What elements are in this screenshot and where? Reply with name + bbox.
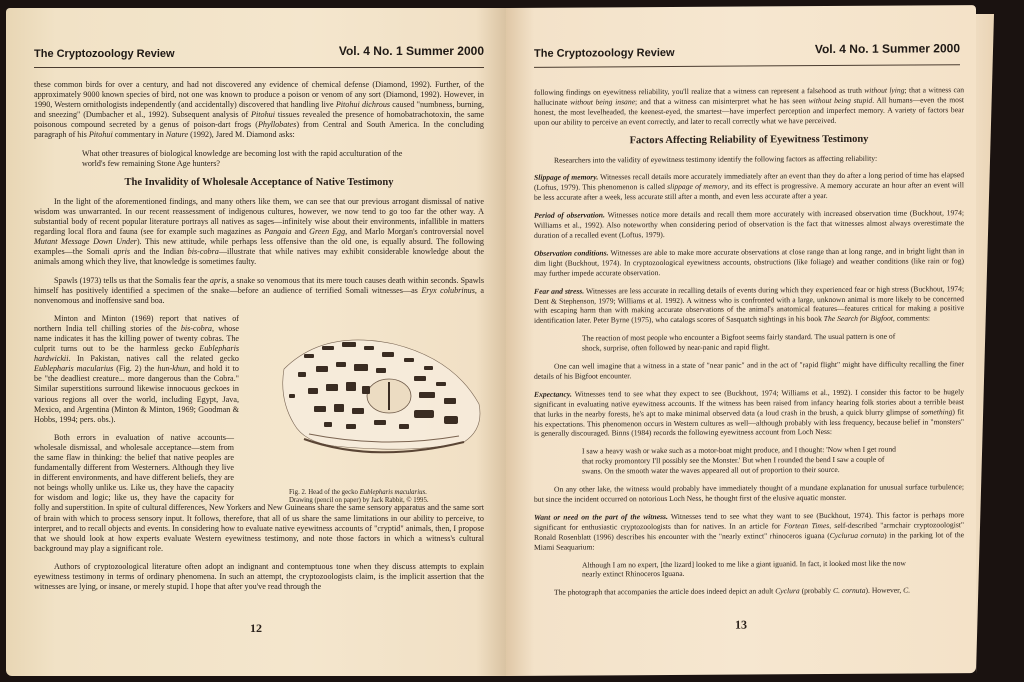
paragraph-text: Both errors in evaluation of native accounts—wholesale dismissal, and wholesale acceptance—stem from the same flaw in thinking: the belief that native peoples are fundamentally different from Westerners. Although they live in different environments, and have different beliefs, they are not beings wholly unlike us. Like us, they have the capacity for wisdom and logic; like us, they have the capacity for folly and superstition. In spite of cultural differences, New Yorkers and New Guineans share the same sensory apparatus and the same sort of brain with which to process sensory input. It follows, therefore, that all of us share the same limitations in our ability to perceive, to interpret, and to recall objects and events. In considering how to evaluate native eyewitness accounts of "cryptid" animals, then, I propose that we should look at how experts evaluate Western eyewitness testimony, and note those factors in which a witness's cultural background may play a significant role. (34, 432, 484, 553)
paragraph: these common birds for over a century, and had not discovered any evidence of chemical defense (Diamond, 1992). Further, of the approximately 9000 known species of bird, not one was known to produce a poison or venom of any sort (Diamond, 1992). However, in 1990, Western ornithologists independently (and accidentally) discovered that handling live Pitohui dichrous caused "numbness, burning, and sneezing" (Dumbacher et al., 1992). Subsequent analysis of Pitohui tissues revealed the presence of homobatrachotoxin, the same poisonous compound secreted by a genus of poison-dart frogs (Phyllobates) from Central and South America. In the concluding paragraph of his Pitohui commentary in Nature (1992), Jared M. Diamond asks: (34, 80, 484, 140)
paragraph: Authors of cryptozoological literature often adopt an indignant and contemptuous tone when they discuss attempts to explain eyewitness testimony in terms of ordinary phenomena. In such an attempt, the cryptozoologists claim, is the implicit assertion that the witnesses are lying, or insane, or merely stupid. I hope that after you've read through the (34, 561, 484, 592)
journal-title: The Cryptozoology Review (34, 48, 175, 60)
page-number: 13 (735, 617, 747, 632)
paragraph: following findings on eyewitness reliability, you'll realize that a witness can represent a falsehood as truth without lying; that a witness can hallucinate without being insane; and that a witness can misinterpret what he has seen without being stupid. All humans—even the most honest, the most levelheaded, the keenest-eyed, the smartest—have imperfect perception and imperfect memory. A variety of factors bear upon our ability to perceive an event correctly, and later to recall correctly what we have perceived. (534, 85, 965, 127)
block-quote: I saw a heavy wash or wake such as a motor-boat might produce, and I thought: 'Now when I get round that rocky promontory I'll possibly see the Monster.' But when I rounded the bend I saw a couple of swans. On the smooth water the waves appeared all out of proportion to their source. (582, 444, 896, 476)
figure-spacer (234, 433, 484, 503)
factor-slippage: Slippage of memory. Witnesses recall details more accurately immediately after an event than they do after a long period of time has elapsed (Loftus, 1979). This phenomenon is called slippage of memory, and its effect is progressive. A memory accurate an hour after an event will be less accurate after a week, less accurate still after a month, and even less accurate after a year. (534, 170, 964, 203)
paragraph: Minton and Minton (1969) report that natives of northern India tell chilling stories of the bis-cobra, whose name indicates it has the killing power of twenty cobras. The culprit turns out to be the harmless gecko Eublepharis hardwickii. In Pakistan, natives call the related gecko Eublepharis macularius (Fig. 2) the hun-khun, and hold it to be "the deadliest creature... more dangerous than the Cobra." Similar superstitions surround likewise innocuous geckoes in various regions all over the world, including Egypt, Java, Mexico, and Argentina (Minton & Minton, 1969; Goodman & Hobbs, 1994; pers. obs.). (34, 313, 239, 424)
factor-fear: Fear and stress. Witnesses are less accurate in recalling details of events during which they experienced fear or high stress (Buckhout, 1974; Dent & Stephenson, 1979; Williams et al. 1992). A witness who is confronted with a large, unknown animal is more likely to be concerned with escaping harm than with making accurate observations of the animal's anatomical features—features critical for making a positive identification later. Peter Byrne (1975), who catalogs scores of Sasquatch sightings in his book The Search for Bigfoot, comments: (534, 283, 964, 326)
paragraph: Spawls (1973) tells us that the Somalis fear the apris, a snake so venomous that its mere touch causes death within seconds. Spawls himself has positively identified a specimen of the snake—before an audience of terrified Somali witnesses—as Eryx colubrinus, a nonvenomous and inoffensive sand boa. (34, 275, 484, 305)
factor-conditions: Observation conditions. Witnesses are able to make more accurate observations at close range than at long range, and in bright light than in dim light (Buckhout, 1974). In cryptozoological eyewitness accounts, obstructions (like foliage) and weather conditions (like rain or fog) may further impede accurate observation. (534, 246, 964, 278)
page-number: 12 (250, 621, 262, 635)
factor-expectancy: Expectancy. Witnesses tend to see what they expect to see (Buckhout, 1974; Williams et al., 1992). I consider this factor to be hugely significant in evaluating native eyewitness accounts. If the witness has been raised from infancy hearing folk stories about a terrible beast that lurks in the nearby forests, he's apt to make minimal observed data (a loud crash in the brush, a quick blurry glimpse of something) fit his expectations. This phenomenon occurs in Western cultures as well—although probably with less frequency, because belief in "monsters" is generally discouraged. Binns (1984) records the following eyewitness account from Loch Ness: (534, 387, 964, 439)
running-header (34, 40, 484, 64)
left-page-body (34, 80, 484, 592)
section-heading: The Invalidity of Wholesale Acceptance of Native Testimony (124, 176, 394, 188)
header-rule (534, 64, 960, 68)
block-quote: The reaction of most people who encounter a Bigfoot seems fairly standard. The usual pattern is one of shock, surprise, often followed by near-panic and rapid flight. (582, 331, 896, 353)
factor-want: Want or need on the part of the witness. Witnesses tend to see what they want to see (Buckhout, 1974). This factor is perhaps more significant for enthusiastic cryptozoologists than for natives. In an article for Fortean Times, self-described "armchair cryptozoologist" Ronald Rosenblatt (1996) describes his encounter with the "nearly extinct" rhinoceros iguana (Cyclurua cornuta) in the parking lot of the Miami Seaquarium: (534, 510, 965, 552)
paragraph: In the light of the aforementioned findings, and many others like them, we can see that our previous arrogant dismissal of native wisdom was unwarranted. In our recent reassessment of indigenous cultures, however, we now tend to go too far the other way. A substantial body of recent popular literature portrays all natives as sages—infinitely wise about their environments, infallible in matters regarding local flora and fauna (see for example such magazines as Pangaia and Green Egg, and Marlo Morgan's controversial novel Mutant Message Down Under). This new attitude, while perhaps less offensive than the old one, is equally absurd. The following examples—the Somali apris and the Indian bis-cobra—illustrate that while natives may exhibit considerable knowledge about the animals among which they live, that knowledge is sometimes faulty. (34, 196, 485, 267)
block-quote: Although I am no expert, [the lizard] looked to me like a giant iguanid. In fact, it looked most like the now nearly extinct Rhinoceros Iguana. (582, 558, 906, 579)
running-header (534, 37, 960, 64)
paragraph: Researchers into the validity of eyewitness testimony identify the following factors as affecting reliability: (554, 153, 878, 165)
issue-label: Vol. 4 No. 1 Summer 2000 (814, 41, 960, 57)
page-right (506, 5, 976, 676)
page-left (6, 8, 506, 676)
page-edge (976, 14, 1006, 674)
issue-label: Vol. 4 No. 1 Summer 2000 (338, 44, 484, 58)
paragraph: On any other lake, the witness would probably have immediately thought of a mundane explanation for unusual surface turbulence; but since the incident occurred on notorious Loch Ness, he thought first of the elusive aquatic monster. (534, 482, 964, 504)
journal-title: The Cryptozoology Review (534, 46, 675, 60)
right-page-body (534, 85, 964, 598)
paragraph: The photograph that accompanies the article does indeed depict an adult Cyclura (probably C. cornuta). However, C. (554, 585, 911, 598)
figure-caption: Fig. 2. Head of the gecko Eublepharis macularius. Drawing (pencil on paper) by Jack Rabbit, © 1995. (289, 488, 429, 505)
section-heading: Factors Affecting Reliability of Eyewitness Testimony (629, 133, 869, 146)
block-quote: What other treasures of biological knowledge are becoming lost with the rapid acculturation of the world's few remaining Stone Age hunters? (82, 148, 403, 168)
factor-period: Period of observation. Witnesses notice more details and recall them more accurately with increased observation time (Buckhout, 1974; Williams et al., 1992). Also noteworthy when considering period of observation is the fact that witnesses almost always overestimate the duration of a recalled event (Loftus, 1979). (534, 208, 964, 240)
paragraph: One can well imagine that a witness in a state of "near panic" and in the act of "rapid flight" might have difficulty recalling the finer details of his Bigfoot encounter. (534, 359, 964, 381)
header-rule (34, 67, 484, 68)
paragraph (34, 433, 484, 554)
